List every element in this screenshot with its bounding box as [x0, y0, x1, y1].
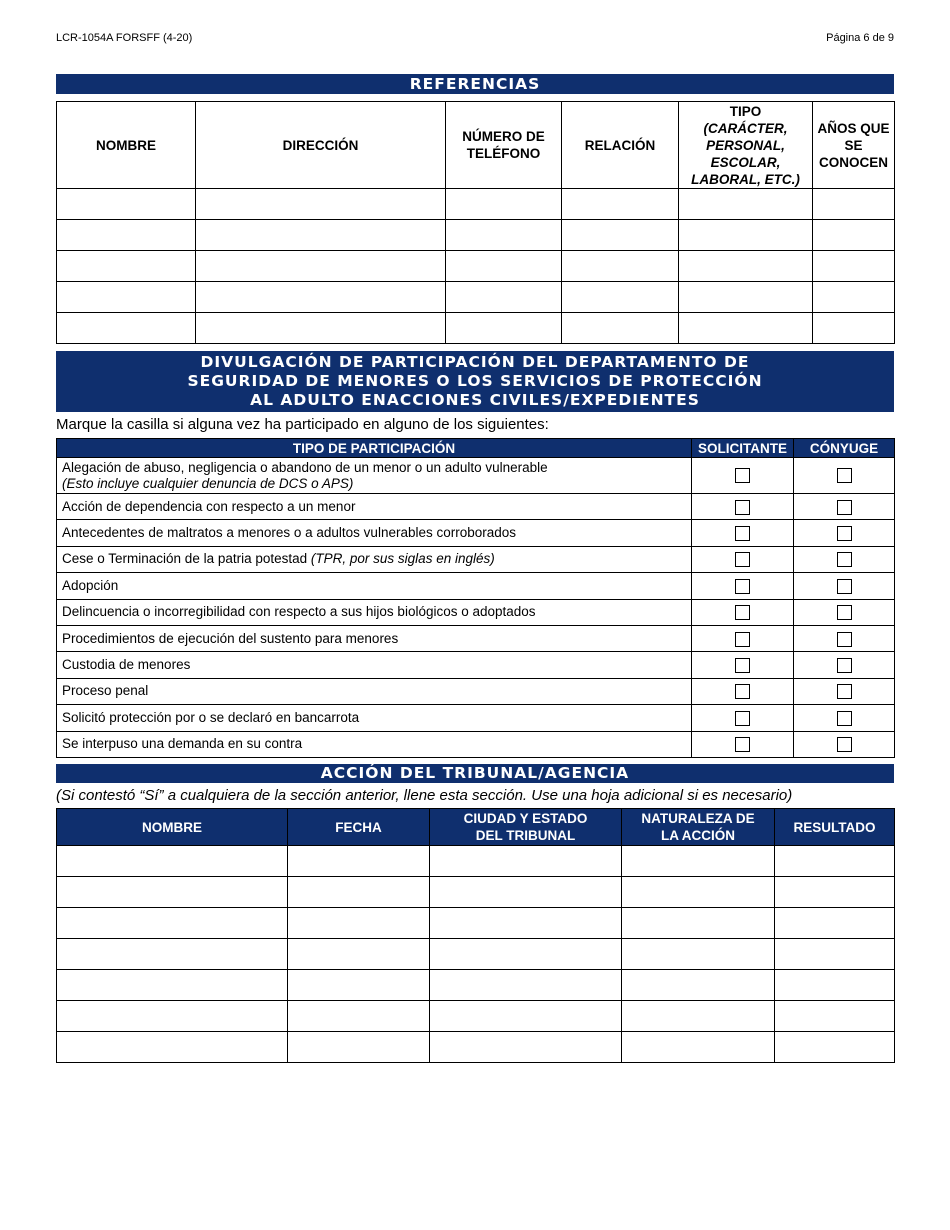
court-cell-fecha[interactable]: [288, 1001, 430, 1032]
page-number: Página 6 de 9: [826, 32, 894, 44]
court-cell-fecha[interactable]: [288, 908, 430, 939]
participation-label: [57, 625, 692, 651]
checkbox-conyuge[interactable]: [837, 500, 852, 515]
participation-label: [57, 573, 692, 599]
reference-cell-relacion[interactable]: [562, 220, 679, 251]
checkbox-cell-solicitante: [692, 573, 794, 599]
checkbox-solicitante[interactable]: [735, 468, 750, 483]
reference-cell-telefono[interactable]: [446, 251, 562, 282]
participation-label: [57, 520, 692, 546]
checkbox-cell-conyuge: [794, 599, 895, 625]
checkbox-conyuge[interactable]: [837, 658, 852, 673]
court-title: ACCIÓN DEL TRIBUNAL/AGENCIA: [56, 764, 894, 783]
checkbox-solicitante[interactable]: [735, 632, 750, 647]
reference-cell-direccion[interactable]: [196, 313, 446, 344]
checkbox-cell-solicitante: [692, 652, 794, 678]
court-cell-resultado[interactable]: [775, 939, 895, 970]
court-cell-fecha[interactable]: [288, 877, 430, 908]
court-cell-naturaleza[interactable]: [622, 908, 775, 939]
court-cell-resultado[interactable]: [775, 970, 895, 1001]
checkbox-cell-solicitante: [692, 731, 794, 757]
court-row: [57, 908, 895, 939]
reference-cell-relacion[interactable]: [562, 189, 679, 220]
checkbox-cell-solicitante: [692, 599, 794, 625]
checkbox-solicitante[interactable]: [735, 711, 750, 726]
court-row: [57, 1032, 895, 1063]
participation-text: Antecedentes de maltratos a menores o a adultos vulnerables corroborados: [62, 525, 517, 541]
participation-text: Acción de dependencia con respecto a un menor: [62, 498, 356, 514]
col-court-naturaleza-line: LA ACCIÓN: [661, 828, 735, 843]
checkbox-solicitante[interactable]: [735, 684, 750, 699]
col-telefono: NÚMERO DE TELÉFONO: [446, 102, 562, 189]
reference-cell-tipo[interactable]: [679, 313, 813, 344]
court-cell-ciudad[interactable]: [430, 1032, 622, 1063]
participation-row: [57, 705, 895, 731]
col-tipo: [679, 102, 813, 189]
checkbox-cell-conyuge: [794, 546, 895, 572]
checkbox-solicitante[interactable]: [735, 605, 750, 620]
participation-text: Delincuencia o incorregibilidad con respecto a sus hijos biológicos o adoptados: [62, 604, 536, 620]
reference-row: [57, 189, 895, 220]
court-cell-resultado[interactable]: [775, 877, 895, 908]
reference-cell-relacion[interactable]: [562, 282, 679, 313]
checkbox-cell-solicitante: [692, 494, 794, 520]
participation-table: [56, 438, 895, 758]
checkbox-solicitante[interactable]: [735, 552, 750, 567]
col-tipo-participacion: TIPO DE PARTICIPACIÓN: [57, 439, 692, 458]
col-relacion: RELACIÓN: [562, 102, 679, 189]
participation-label: [57, 678, 692, 704]
checkbox-conyuge[interactable]: [837, 468, 852, 483]
checkbox-conyuge[interactable]: [837, 552, 852, 567]
checkbox-cell-conyuge: [794, 494, 895, 520]
reference-cell-telefono[interactable]: [446, 313, 562, 344]
court-cell-ciudad[interactable]: [430, 970, 622, 1001]
court-cell-nombre[interactable]: [57, 939, 288, 970]
checkbox-solicitante[interactable]: [735, 658, 750, 673]
col-tipo-label: TIPO: [729, 103, 762, 119]
court-cell-naturaleza[interactable]: [622, 970, 775, 1001]
court-cell-fecha[interactable]: [288, 939, 430, 970]
reference-row: [57, 220, 895, 251]
participation-text: Proceso penal: [62, 683, 149, 699]
participation-row: [57, 652, 895, 678]
court-cell-resultado[interactable]: [775, 908, 895, 939]
checkbox-cell-solicitante: [692, 458, 794, 494]
disclosure-title-line: AL ADULTO ENACCIONES CIVILES/EXPEDIENTES: [250, 391, 700, 409]
references-title: REFERENCIAS: [56, 74, 894, 94]
participation-row: [57, 546, 895, 572]
participation-row: [57, 494, 895, 520]
col-anos: AÑOS QUE SE CONOCEN: [813, 102, 895, 189]
participation-row: [57, 458, 895, 494]
reference-cell-direccion[interactable]: [196, 251, 446, 282]
reference-cell-direccion[interactable]: [196, 189, 446, 220]
court-row: [57, 939, 895, 970]
court-note: (Si contestó “Sí” a cualquiera de la sección anterior, llene esta sección. Use una hoja adicional si es necesario): [56, 787, 793, 804]
checkbox-cell-solicitante: [692, 520, 794, 546]
court-row: [57, 846, 895, 877]
participation-label: [57, 599, 692, 625]
court-cell-resultado[interactable]: [775, 1001, 895, 1032]
participation-row: [57, 731, 895, 757]
participation-label: [57, 705, 692, 731]
court-row: [57, 877, 895, 908]
court-cell-fecha[interactable]: [288, 846, 430, 877]
court-cell-ciudad[interactable]: [430, 939, 622, 970]
participation-text: Solicitó protección por o se declaró en bancarrota: [62, 709, 360, 725]
reference-cell-nombre[interactable]: [57, 251, 196, 282]
participation-text: Procedimientos de ejecución del sustento para menores: [62, 630, 399, 646]
participation-row: [57, 599, 895, 625]
disclosure-title-line: DIVULGACIÓN DE PARTICIPACIÓN DEL DEPARTAMENTO DE: [200, 353, 750, 371]
checkbox-cell-conyuge: [794, 678, 895, 704]
col-court-fecha: FECHA: [288, 809, 430, 846]
court-cell-naturaleza[interactable]: [622, 1032, 775, 1063]
reference-cell-anos[interactable]: [813, 313, 895, 344]
checkbox-cell-conyuge: [794, 520, 895, 546]
col-court-ciudad-line: CIUDAD Y ESTADO: [463, 811, 588, 826]
checkbox-cell-solicitante: [692, 625, 794, 651]
reference-cell-direccion[interactable]: [196, 220, 446, 251]
reference-cell-telefono[interactable]: [446, 189, 562, 220]
court-cell-nombre[interactable]: [57, 908, 288, 939]
participation-label: [57, 652, 692, 678]
court-cell-fecha[interactable]: [288, 1032, 430, 1063]
court-cell-nombre[interactable]: [57, 970, 288, 1001]
court-cell-nombre[interactable]: [57, 846, 288, 877]
participation-text: Custodia de menores: [62, 657, 191, 673]
court-cell-nombre[interactable]: [57, 1001, 288, 1032]
reference-cell-anos[interactable]: [813, 220, 895, 251]
court-cell-ciudad[interactable]: [430, 877, 622, 908]
checkbox-conyuge[interactable]: [837, 737, 852, 752]
court-row: [57, 1001, 895, 1032]
participation-text: Adopción: [62, 577, 119, 593]
court-cell-naturaleza[interactable]: [622, 1001, 775, 1032]
reference-cell-telefono[interactable]: [446, 282, 562, 313]
court-cell-nombre[interactable]: [57, 1032, 288, 1063]
checkbox-cell-conyuge: [794, 625, 895, 651]
court-cell-fecha[interactable]: [288, 970, 430, 1001]
participation-row: [57, 625, 895, 651]
reference-cell-tipo[interactable]: [679, 282, 813, 313]
court-row: [57, 970, 895, 1001]
checkbox-solicitante[interactable]: [735, 500, 750, 515]
reference-cell-nombre[interactable]: [57, 220, 196, 251]
disclosure-title: [56, 351, 894, 412]
reference-cell-tipo[interactable]: [679, 220, 813, 251]
checkbox-conyuge[interactable]: [837, 684, 852, 699]
checkbox-cell-conyuge: [794, 652, 895, 678]
checkbox-cell-solicitante: [692, 546, 794, 572]
participation-label: [57, 546, 692, 572]
disclosure-instruction: Marque la casilla si alguna vez ha participado en alguno de los siguientes:: [56, 416, 549, 433]
participation-row: [57, 678, 895, 704]
participation-row: [57, 520, 895, 546]
references-header-row: [57, 102, 895, 189]
col-nombre: NOMBRE: [57, 102, 196, 189]
reference-cell-tipo[interactable]: [679, 189, 813, 220]
checkbox-conyuge[interactable]: [837, 632, 852, 647]
court-cell-ciudad[interactable]: [430, 1001, 622, 1032]
col-direccion: DIRECCIÓN: [196, 102, 446, 189]
references-table: [56, 101, 895, 344]
participation-row: [57, 573, 895, 599]
col-court-naturaleza-line: NATURALEZA DE: [641, 811, 755, 826]
reference-cell-relacion[interactable]: [562, 313, 679, 344]
participation-body: [57, 458, 895, 758]
col-conyuge: CÓNYUGE: [794, 439, 895, 458]
court-cell-naturaleza[interactable]: [622, 846, 775, 877]
reference-cell-nombre[interactable]: [57, 282, 196, 313]
court-cell-ciudad[interactable]: [430, 846, 622, 877]
checkbox-conyuge[interactable]: [837, 526, 852, 541]
court-cell-naturaleza[interactable]: [622, 877, 775, 908]
checkbox-cell-solicitante: [692, 705, 794, 731]
reference-cell-anos[interactable]: [813, 282, 895, 313]
form-id: LCR-1054A FORSFF (4-20): [56, 32, 193, 44]
checkbox-conyuge[interactable]: [837, 579, 852, 594]
participation-note: (TPR, por sus siglas en inglés): [310, 551, 495, 567]
col-tipo-detail: (CARÁCTER, PERSONAL, ESCOLAR, LABORAL, ETC.): [691, 120, 800, 187]
reference-cell-relacion[interactable]: [562, 251, 679, 282]
col-court-naturaleza: [622, 809, 775, 846]
checkbox-cell-solicitante: [692, 678, 794, 704]
reference-cell-telefono[interactable]: [446, 220, 562, 251]
checkbox-cell-conyuge: [794, 458, 895, 494]
court-cell-ciudad[interactable]: [430, 908, 622, 939]
participation-text: Alegación de abuso, negligencia o abandono de un menor o un adulto vulnerable: [62, 459, 548, 475]
reference-cell-nombre[interactable]: [57, 189, 196, 220]
court-table: [56, 808, 895, 1063]
reference-cell-anos[interactable]: [813, 189, 895, 220]
col-court-nombre: NOMBRE: [57, 809, 288, 846]
court-header-row: [57, 809, 895, 846]
participation-label: [57, 494, 692, 520]
checkbox-cell-conyuge: [794, 573, 895, 599]
participation-label: [57, 458, 692, 494]
court-cell-resultado[interactable]: [775, 1032, 895, 1063]
references-body: [57, 189, 895, 344]
reference-cell-nombre[interactable]: [57, 313, 196, 344]
checkbox-cell-conyuge: [794, 731, 895, 757]
col-solicitante: SOLICITANTE: [692, 439, 794, 458]
court-cell-nombre[interactable]: [57, 877, 288, 908]
participation-header-row: [57, 439, 895, 458]
col-court-ciudad-line: DEL TRIBUNAL: [475, 828, 576, 843]
reference-cell-anos[interactable]: [813, 251, 895, 282]
checkbox-solicitante[interactable]: [735, 579, 750, 594]
checkbox-solicitante[interactable]: [735, 737, 750, 752]
reference-cell-direccion[interactable]: [196, 282, 446, 313]
checkbox-conyuge[interactable]: [837, 711, 852, 726]
col-court-resultado: RESULTADO: [775, 809, 895, 846]
court-cell-resultado[interactable]: [775, 846, 895, 877]
reference-row: [57, 282, 895, 313]
reference-row: [57, 313, 895, 344]
participation-text: Se interpuso una demanda en su contra: [62, 736, 303, 752]
participation-label: [57, 731, 692, 757]
checkbox-conyuge[interactable]: [837, 605, 852, 620]
col-court-ciudad: [430, 809, 622, 846]
reference-cell-tipo[interactable]: [679, 251, 813, 282]
checkbox-solicitante[interactable]: [735, 526, 750, 541]
court-body: [57, 846, 895, 1063]
participation-text: Cese o Terminación de la patria potestad: [62, 551, 311, 567]
participation-note: (Esto incluye cualquier denuncia de DCS o APS): [62, 475, 354, 491]
disclosure-title-line: SEGURIDAD DE MENORES O LOS SERVICIOS DE PROTECCIÓN: [187, 372, 763, 390]
court-cell-naturaleza[interactable]: [622, 939, 775, 970]
checkbox-cell-conyuge: [794, 705, 895, 731]
reference-row: [57, 251, 895, 282]
